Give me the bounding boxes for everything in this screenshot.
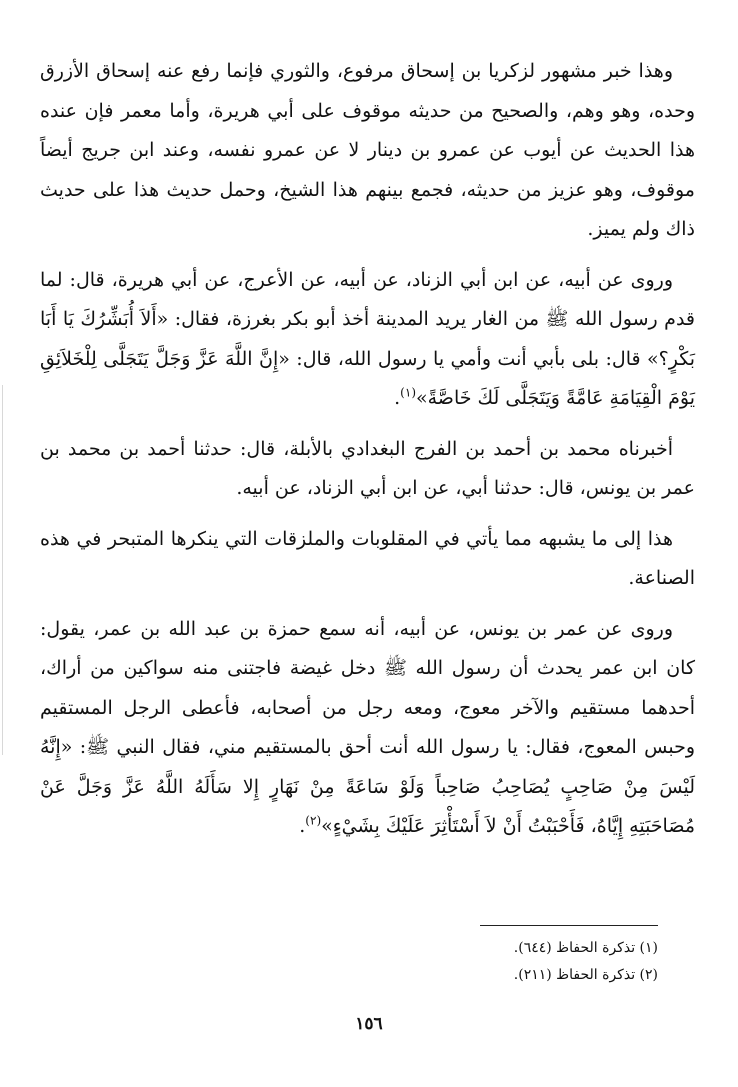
- paragraph-2-tail: .: [394, 387, 401, 409]
- page-body: [40, 52, 695, 847]
- paragraph-5-text: وروى عن عمر بن يونس، عن أبيه، أنه سمع حمزة بن عبد الله بن عمر، يقول: كان ابن عمر يحدث أن رسول الله ﷺ دخل غيضة فاجتنى منه سواكين من أراك، أحدهما مستقيم والآخر معوج، ومعه رجل من أصحابه، فأعطى الرجل المستقيم وحبس المعوج، فقال: يا رسول الله أنت أحق بالمستقيم مني، فقال النبي ﷺ: «إِنَّهُ لَيْسَ مِنْ صَاحِبٍ يُصَاحِبُ صَاحِباً وَلَوْ سَاعَةً مِنْ نَهَارٍ إِلا سَأَلَهُ اللَّهُ عَزَّ وَجَلَّ عَنْ مُصَاحَبَتِهِ إِيَّاهُ، فَأَحْبَبْتُ أَنْ لاَ أَسْتَأْثِرَ عَلَيْكَ بِشَيْءٍ»: [40, 617, 695, 837]
- paragraph-4-text: هذا إلى ما يشبهه مما يأتي في المقلوبات والملزقات التي ينكرها المتبحر في هذه الصناعة.: [40, 527, 695, 589]
- paragraph-4: [40, 520, 695, 599]
- footnote-divider: [480, 925, 658, 926]
- footnote-ref-1[interactable]: (١): [400, 385, 416, 400]
- paragraph-5-tail: .: [299, 815, 306, 837]
- paragraph-1: [40, 52, 695, 250]
- paragraph-5: [40, 610, 695, 847]
- footnote-ref-2[interactable]: (٢): [305, 813, 322, 828]
- paragraph-2-text: وروى عن أبيه، عن ابن أبي الزناد، عن أبيه، عن الأعرج، عن أبي هريرة، قال: لما قدم رسول الله ﷺ من الغار يريد المدينة أخذ أبو بكر بغرزة، فقال: «أَلاَ أُبَشِّرُكَ يَا أَبَا بَكْرٍ؟» قال: بلى بأبي أنت وأمي يا رسول الله، قال: «إِنَّ اللَّهَ عَزَّ وَجَلَّ يَتَجَلَّى لِلْخَلاَئِقِ يَوْمَ الْقِيَامَةِ عَامَّةً وَيَتَجَلَّى لَكَ خَاصَّةً»: [40, 268, 695, 409]
- page-number: ١٥٦: [355, 1014, 383, 1034]
- footnote-1: (١) تذكرة الحفاظ (٦٤٤).: [513, 940, 658, 956]
- footnotes: [258, 935, 658, 989]
- paragraph-3: [40, 430, 695, 509]
- scan-edge-line: [2, 385, 3, 755]
- paragraph-2: [40, 261, 695, 419]
- paragraph-1-text: وهذا خبر مشهور لزكريا بن إسحاق مرفوع، والثوري فإنما رفع عنه إسحاق الأزرق وحده، وهو وهم، والصحيح من حديثه موقوف على أبي هريرة، وأما معمر فإن عنده هذا الحديث عن أيوب عن عمرو بن دينار لا عن عمرو نفسه، وعند ابن جريج أيضاً موقوف، وهو عزيز من حديثه، فجمع بينهم هذا الشيخ، وحمل حديث هذا على حديث ذاك ولم يميز.: [40, 60, 695, 240]
- paragraph-3-text: أخبرناه محمد بن أحمد بن الفرج البغدادي بالأبلة، قال: حدثنا أحمد بن محمد بن عمر بن يونس، قال: حدثنا أبي، عن ابن أبي الزناد، عن أبيه.: [40, 437, 695, 499]
- footnote-2: (٢) تذكرة الحفاظ (٢١١).: [513, 967, 658, 983]
